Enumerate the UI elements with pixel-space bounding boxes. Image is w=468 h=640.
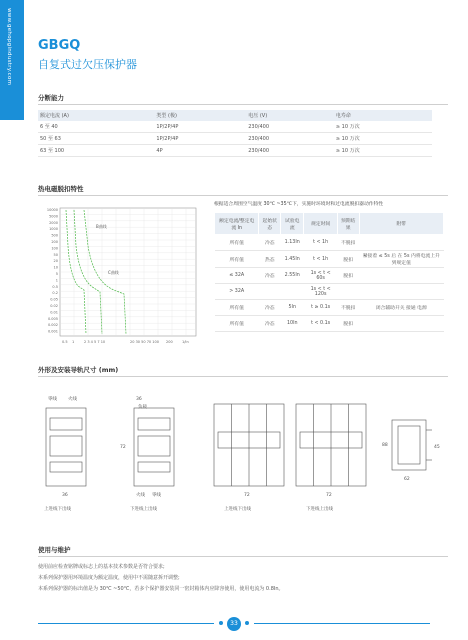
label-dim72: 72 — [244, 493, 250, 498]
sidebar-url: www.gehopgindustry.com — [6, 8, 12, 86]
table-cell: 脱扣 — [337, 316, 359, 332]
label-zero: 零线 — [152, 493, 161, 498]
table-header: 电寿命 — [334, 110, 432, 121]
y-tick: 0.05 — [50, 297, 58, 302]
table-cell: 冷态 — [259, 268, 281, 284]
table-cell: ≥ 10 万次 — [334, 121, 432, 133]
y-tick: 100 — [51, 246, 58, 251]
dimension-drawings — [38, 386, 448, 526]
page-number: 33 — [227, 617, 241, 631]
table-cell: 230/400 — [246, 121, 334, 133]
device-4p — [214, 404, 284, 486]
y-tick: 1 — [55, 278, 58, 283]
table-header: 类型 (极) — [154, 110, 246, 121]
table-cell: ≤ 32A — [215, 268, 259, 284]
table-cell: 1P/2P/4P — [154, 133, 246, 145]
table-cell: 不脱扣 — [337, 235, 359, 251]
y-tick: 0.005 — [47, 316, 58, 321]
table-cell: ≥ 10 万次 — [334, 133, 432, 145]
table-cell: 1s < t < 60s — [304, 268, 337, 284]
table-cell: 紧接着 ≤ 5s 后 在 5s 内将电流上升到规定值 — [359, 251, 443, 268]
trip-curve-svg — [38, 206, 206, 354]
dimension-labels — [48, 395, 440, 498]
table-cell: ≥ 10 万次 — [334, 145, 432, 157]
usage-line: 本系列保护器的标出值是为 30℃ ~50℃，若多个保护器安装同一密封箱体内应降容使用，使用电流为 0.8In。 — [38, 586, 284, 592]
y-tick: 0.001 — [47, 329, 58, 334]
table-cell: 6 至 40 — [38, 121, 154, 133]
table-cell — [359, 268, 443, 284]
table-cell: t < 1h — [304, 235, 337, 251]
table-cell: 10In — [281, 316, 304, 332]
table-cell — [359, 235, 443, 251]
product-model: GBGQ — [38, 38, 81, 53]
caption: 上进线下出线 — [44, 507, 71, 512]
sidebar-strip — [0, 0, 24, 120]
y-tick: 0.02 — [50, 304, 58, 308]
table-header: 额定电流/整定电流 In — [215, 213, 259, 235]
table-cell — [337, 284, 359, 300]
table-cell — [259, 284, 281, 300]
table-cell: t ≥ 0.1s — [304, 300, 337, 316]
table-row — [215, 235, 444, 251]
y-tick: 0.2 — [52, 291, 58, 296]
caption: 下进线上出线 — [306, 507, 333, 512]
table-cell: t < 1h — [304, 251, 337, 268]
section-title-usage: 使用与维护 — [38, 546, 71, 554]
table-cell: 冷态 — [259, 300, 281, 316]
table-cell: 63 至 100 — [38, 145, 154, 157]
x-tick: 20 30 50 70 100 — [130, 340, 159, 344]
usage-line: 使用前应检查铭牌或标志上的基本技术参数是否符合要求; — [38, 564, 165, 570]
breaking-capacity-table — [38, 110, 432, 157]
label-dim36: 36 — [136, 397, 142, 402]
label-fire: 火线 — [68, 397, 77, 402]
device-side-view — [392, 420, 432, 470]
y-tick: 5 — [55, 272, 58, 276]
y-tick-labels — [47, 208, 58, 334]
table-cell: 5In — [281, 300, 304, 316]
y-tick: 500 — [51, 233, 58, 238]
table-cell: 不脱扣 — [337, 300, 359, 316]
table-header: 附带 — [359, 213, 443, 235]
table-cell: 所有值 — [215, 251, 259, 268]
x-tick: 200 — [166, 340, 173, 344]
section-title-dimensions: 外形及安装导轨尺寸 (mm) — [38, 366, 119, 374]
section-divider — [38, 376, 448, 377]
y-tick: 10000 — [46, 208, 58, 212]
table-cell: 1P/2P/4P — [154, 121, 246, 133]
table-cell: 50 至 63 — [38, 133, 154, 145]
section-divider — [38, 195, 448, 196]
table-cell: 闭合辅助开关 接通 电源 — [359, 300, 443, 316]
table-cell — [359, 316, 443, 332]
footer-rule-right — [254, 623, 430, 624]
table-header: 规定时间 — [304, 213, 337, 235]
table-cell: t < 0.1s — [304, 316, 337, 332]
y-tick: 20 — [53, 259, 58, 264]
y-tick: 10 — [53, 265, 58, 270]
curve-label-b: B曲线 — [96, 224, 107, 229]
y-tick: 1000 — [49, 227, 58, 232]
table-header: 试验电流 — [281, 213, 304, 235]
device-4p-b — [296, 404, 366, 486]
y-tick: 2000 — [49, 220, 58, 225]
label-load: 负载 — [138, 405, 147, 410]
label-dim45: 45 — [434, 445, 440, 450]
trip-characteristics-table — [214, 212, 444, 332]
table-cell: 2.55In — [281, 268, 304, 284]
caption: 上进线下出线 — [224, 507, 251, 512]
curve-label-c: C曲线 — [108, 270, 119, 275]
table-row — [215, 300, 444, 316]
table-cell: 1s < t < 120s — [304, 284, 337, 300]
y-tick: 200 — [51, 240, 58, 244]
trip-curve-chart — [38, 206, 206, 354]
table-row — [38, 121, 432, 133]
drawing-captions — [44, 505, 333, 512]
table-cell — [281, 284, 304, 300]
table-cell: 所有值 — [215, 316, 259, 332]
x-tick-labels — [62, 340, 189, 344]
table-cell: 热态 — [259, 251, 281, 268]
table-row — [38, 145, 432, 157]
x-tick: 0.5 — [62, 340, 68, 344]
table-cell: 冷态 — [259, 235, 281, 251]
table-cell: 4P — [154, 145, 246, 157]
table-row — [215, 251, 444, 268]
table-header: 预期结果 — [337, 213, 359, 235]
product-title: 自复式过欠压保护器 — [38, 58, 137, 71]
table-cell: 脱扣 — [337, 268, 359, 284]
trip-note: 根据适合周围空气温度 30℃ ~35℃下，实施时环境时和过电流脱扣器动作特性 — [214, 202, 384, 207]
caption: 下进线上出线 — [130, 507, 157, 512]
device-1p — [46, 408, 86, 486]
table-cell: 230/400 — [246, 133, 334, 145]
footer-rule-left — [38, 623, 214, 624]
label-dim88: 88 — [382, 443, 388, 448]
y-tick: 0.01 — [50, 310, 58, 315]
footer-dot — [245, 621, 249, 625]
table-cell — [359, 284, 443, 300]
table-cell: 所有值 — [215, 235, 259, 251]
section-title-trip: 热电磁脱扣特性 — [38, 185, 84, 193]
dimension-svg — [38, 386, 448, 526]
table-row — [215, 284, 444, 300]
section-divider — [38, 556, 448, 557]
label-dim36: 36 — [62, 493, 68, 498]
table-cell: 1.13In — [281, 235, 304, 251]
y-tick: 5000 — [49, 214, 58, 219]
table-cell: 脱扣 — [337, 251, 359, 268]
table-row — [215, 316, 444, 332]
chart-grid — [60, 208, 196, 336]
section-divider — [38, 104, 448, 105]
x-tick: 1/In — [182, 340, 189, 344]
label-dim62: 62 — [404, 477, 410, 482]
x-tick: 1 — [72, 340, 75, 344]
table-cell: 1.45In — [281, 251, 304, 268]
table-cell: 230/400 — [246, 145, 334, 157]
table-cell: 冷态 — [259, 316, 281, 332]
section-title-breaking: 分断能力 — [38, 94, 64, 102]
y-tick: 0.5 — [52, 284, 58, 289]
y-tick: 50 — [53, 252, 58, 257]
x-tick: 2 3 4 5 7 10 — [84, 340, 106, 344]
table-header: 电压 (V) — [246, 110, 334, 121]
table-cell: 所有值 — [215, 300, 259, 316]
device-1p-b — [134, 408, 174, 486]
label-dim72: 72 — [326, 493, 332, 498]
usage-line: 本系列保护器用环境温度为额定温度，使用中不需随意拆开调整; — [38, 575, 180, 581]
y-tick: 0.002 — [47, 323, 58, 328]
label-zero: 零线 — [48, 397, 57, 402]
footer-dot — [219, 621, 223, 625]
label-dim72: 72 — [120, 445, 126, 450]
table-header: 起始状态 — [259, 213, 281, 235]
table-header: 额定电流 (A) — [38, 110, 154, 121]
table-row — [38, 133, 432, 145]
table-cell: > 32A — [215, 284, 259, 300]
table-row — [215, 268, 444, 284]
label-fire: 火线 — [136, 493, 145, 498]
